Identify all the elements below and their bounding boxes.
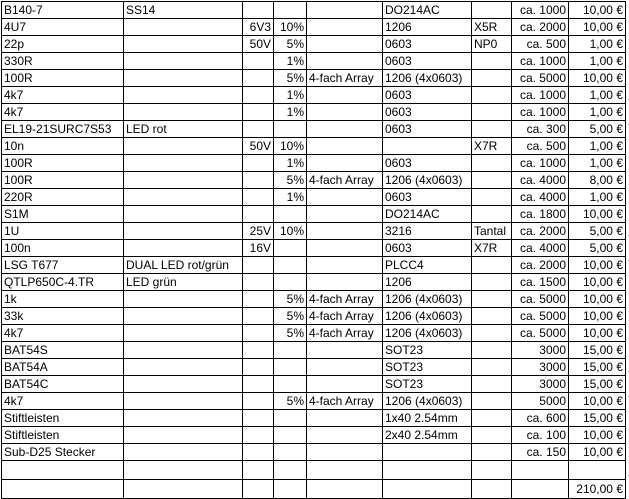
quantity-cell: ca. 4000	[512, 240, 569, 257]
price-cell: 10,00 €	[569, 2, 626, 19]
part-cell: 4k7	[2, 325, 124, 342]
table-row	[2, 87, 626, 104]
tolerance-cell	[274, 2, 307, 19]
part-cell: S1M	[2, 206, 124, 223]
package-cell: 0603	[383, 155, 472, 172]
package-cell: 1206 (4x0603)	[383, 308, 472, 325]
description-cell	[124, 104, 243, 121]
description-cell	[124, 138, 243, 155]
tolerance-cell	[274, 121, 307, 138]
table-row	[2, 342, 626, 359]
type-cell	[307, 206, 383, 223]
price-cell: 15,00 €	[569, 376, 626, 393]
voltage-cell	[243, 393, 274, 410]
package-cell: SOT23	[383, 359, 472, 376]
dielectric-cell: Tantal	[472, 223, 512, 240]
description-cell: SS14	[124, 2, 243, 19]
dielectric-cell	[472, 393, 512, 410]
empty-cell	[2, 461, 124, 480]
description-cell	[124, 87, 243, 104]
table-row	[2, 206, 626, 223]
table-row	[2, 410, 626, 427]
type-cell: 4-fach Array	[307, 291, 383, 308]
price-cell: 1,00 €	[569, 87, 626, 104]
part-cell: BAT54C	[2, 376, 124, 393]
dielectric-cell: NP0	[472, 36, 512, 53]
voltage-cell	[243, 325, 274, 342]
quantity-cell: ca. 150	[512, 444, 569, 461]
description-cell	[124, 155, 243, 172]
description-cell: DUAL LED rot/grün	[124, 257, 243, 274]
voltage-cell	[243, 53, 274, 70]
package-cell: DO214AC	[383, 2, 472, 19]
voltage-cell	[243, 359, 274, 376]
package-cell: 0603	[383, 121, 472, 138]
table-row	[2, 189, 626, 206]
table-row	[2, 104, 626, 121]
table-row	[2, 155, 626, 172]
tolerance-cell: 1%	[274, 155, 307, 172]
part-cell: 100R	[2, 70, 124, 87]
package-cell: 1206	[383, 274, 472, 291]
tolerance-cell	[274, 206, 307, 223]
tolerance-cell: 1%	[274, 87, 307, 104]
package-cell: 0603	[383, 189, 472, 206]
voltage-cell	[243, 189, 274, 206]
part-cell: 330R	[2, 53, 124, 70]
price-cell: 10,00 €	[569, 444, 626, 461]
empty-cell	[472, 480, 512, 499]
table-row	[2, 325, 626, 342]
type-cell	[307, 121, 383, 138]
quantity-cell: ca. 4000	[512, 172, 569, 189]
parts-table	[1, 1, 626, 499]
description-cell	[124, 342, 243, 359]
tolerance-cell	[274, 342, 307, 359]
price-cell: 15,00 €	[569, 359, 626, 376]
dielectric-cell	[472, 444, 512, 461]
price-cell: 5,00 €	[569, 240, 626, 257]
package-cell: 3216	[383, 223, 472, 240]
type-cell	[307, 19, 383, 36]
voltage-cell	[243, 87, 274, 104]
voltage-cell	[243, 2, 274, 19]
part-cell: Stiftleisten	[2, 427, 124, 444]
table-row	[2, 257, 626, 274]
quantity-cell: ca. 300	[512, 121, 569, 138]
price-cell: 10,00 €	[569, 308, 626, 325]
voltage-cell: 50V	[243, 138, 274, 155]
description-cell	[124, 291, 243, 308]
package-cell: DO214AC	[383, 206, 472, 223]
description-cell	[124, 359, 243, 376]
description-cell	[124, 223, 243, 240]
voltage-cell	[243, 257, 274, 274]
type-cell	[307, 138, 383, 155]
voltage-cell: 6V3	[243, 19, 274, 36]
price-cell: 1,00 €	[569, 138, 626, 155]
dielectric-cell	[472, 104, 512, 121]
package-cell	[383, 444, 472, 461]
type-cell: 4-fach Array	[307, 172, 383, 189]
type-cell: 4-fach Array	[307, 70, 383, 87]
empty-cell	[124, 480, 243, 499]
voltage-cell: 16V	[243, 240, 274, 257]
type-cell	[307, 104, 383, 121]
total-price-cell: 210,00 €	[569, 480, 626, 499]
price-cell: 10,00 €	[569, 206, 626, 223]
voltage-cell	[243, 376, 274, 393]
quantity-cell: ca. 4000	[512, 189, 569, 206]
type-cell	[307, 240, 383, 257]
description-cell	[124, 206, 243, 223]
package-cell: 0603	[383, 36, 472, 53]
voltage-cell	[243, 121, 274, 138]
type-cell	[307, 257, 383, 274]
dielectric-cell	[472, 342, 512, 359]
quantity-cell: ca. 5000	[512, 291, 569, 308]
package-cell: 0603	[383, 104, 472, 121]
tolerance-cell	[274, 257, 307, 274]
part-cell: 100R	[2, 155, 124, 172]
table-row	[2, 121, 626, 138]
dielectric-cell: X7R	[472, 240, 512, 257]
dielectric-cell	[472, 206, 512, 223]
dielectric-cell	[472, 291, 512, 308]
table-row	[2, 36, 626, 53]
tolerance-cell: 5%	[274, 325, 307, 342]
empty-row	[2, 461, 626, 480]
description-cell	[124, 36, 243, 53]
empty-cell	[512, 461, 569, 480]
description-cell	[124, 444, 243, 461]
dielectric-cell: X7R	[472, 138, 512, 155]
dielectric-cell	[472, 376, 512, 393]
price-cell: 1,00 €	[569, 104, 626, 121]
tolerance-cell: 5%	[274, 393, 307, 410]
dielectric-cell	[472, 70, 512, 87]
tolerance-cell	[274, 274, 307, 291]
part-cell: 22p	[2, 36, 124, 53]
tolerance-cell: 5%	[274, 291, 307, 308]
package-cell: PLCC4	[383, 257, 472, 274]
quantity-cell: ca. 1000	[512, 53, 569, 70]
dielectric-cell	[472, 53, 512, 70]
quantity-cell: ca. 5000	[512, 325, 569, 342]
quantity-cell: ca. 1000	[512, 2, 569, 19]
price-cell: 15,00 €	[569, 342, 626, 359]
description-cell	[124, 189, 243, 206]
tolerance-cell: 1%	[274, 53, 307, 70]
dielectric-cell	[472, 172, 512, 189]
package-cell: 1206 (4x0603)	[383, 393, 472, 410]
part-cell: 100n	[2, 240, 124, 257]
part-cell: 1k	[2, 291, 124, 308]
price-cell: 1,00 €	[569, 36, 626, 53]
price-cell: 10,00 €	[569, 325, 626, 342]
tolerance-cell: 10%	[274, 19, 307, 36]
table-row	[2, 70, 626, 87]
dielectric-cell	[472, 2, 512, 19]
price-cell: 5,00 €	[569, 223, 626, 240]
part-cell: B140-7	[2, 2, 124, 19]
quantity-cell: ca. 600	[512, 410, 569, 427]
package-cell: 1206	[383, 19, 472, 36]
dielectric-cell: X5R	[472, 19, 512, 36]
table-row	[2, 223, 626, 240]
part-cell: 4U7	[2, 19, 124, 36]
tolerance-cell	[274, 376, 307, 393]
price-cell: 10,00 €	[569, 274, 626, 291]
quantity-cell: ca. 1000	[512, 87, 569, 104]
empty-cell	[569, 461, 626, 480]
table-row	[2, 2, 626, 19]
tolerance-cell: 5%	[274, 308, 307, 325]
description-cell: LED rot	[124, 121, 243, 138]
quantity-cell: ca. 1000	[512, 104, 569, 121]
voltage-cell	[243, 427, 274, 444]
empty-cell	[307, 461, 383, 480]
quantity-cell: 3000	[512, 342, 569, 359]
package-cell: SOT23	[383, 376, 472, 393]
quantity-cell: ca. 1500	[512, 274, 569, 291]
empty-cell	[124, 461, 243, 480]
table-row	[2, 172, 626, 189]
voltage-cell	[243, 274, 274, 291]
description-cell	[124, 172, 243, 189]
package-cell: 1x40 2.54mm	[383, 410, 472, 427]
package-cell: 0603	[383, 53, 472, 70]
empty-cell	[243, 480, 274, 499]
empty-cell	[274, 480, 307, 499]
description-cell	[124, 70, 243, 87]
dielectric-cell	[472, 410, 512, 427]
quantity-cell: ca. 5000	[512, 308, 569, 325]
part-cell: 1U	[2, 223, 124, 240]
part-cell: 10n	[2, 138, 124, 155]
description-cell	[124, 427, 243, 444]
dielectric-cell	[472, 359, 512, 376]
price-cell: 10,00 €	[569, 393, 626, 410]
quantity-cell: 5000	[512, 393, 569, 410]
empty-cell	[274, 461, 307, 480]
description-cell	[124, 19, 243, 36]
part-cell: 33k	[2, 308, 124, 325]
table-row	[2, 393, 626, 410]
price-cell: 10,00 €	[569, 70, 626, 87]
dielectric-cell	[472, 87, 512, 104]
package-cell: SOT23	[383, 342, 472, 359]
voltage-cell: 25V	[243, 223, 274, 240]
table-row	[2, 308, 626, 325]
price-cell: 10,00 €	[569, 19, 626, 36]
quantity-cell: ca. 500	[512, 36, 569, 53]
tolerance-cell	[274, 240, 307, 257]
package-cell: 0603	[383, 87, 472, 104]
part-cell: QTLP650C-4.TR	[2, 274, 124, 291]
tolerance-cell: 1%	[274, 189, 307, 206]
type-cell: 4-fach Array	[307, 325, 383, 342]
type-cell	[307, 376, 383, 393]
quantity-cell: ca. 2000	[512, 257, 569, 274]
dielectric-cell	[472, 189, 512, 206]
quantity-cell: ca. 5000	[512, 70, 569, 87]
part-cell: 220R	[2, 189, 124, 206]
voltage-cell	[243, 410, 274, 427]
table-row	[2, 444, 626, 461]
tolerance-cell: 5%	[274, 36, 307, 53]
part-cell: 4k7	[2, 87, 124, 104]
quantity-cell: ca. 2000	[512, 223, 569, 240]
table-row	[2, 291, 626, 308]
price-cell: 1,00 €	[569, 53, 626, 70]
voltage-cell	[243, 342, 274, 359]
tolerance-cell: 5%	[274, 70, 307, 87]
type-cell	[307, 155, 383, 172]
empty-cell	[2, 480, 124, 499]
tolerance-cell: 5%	[274, 172, 307, 189]
table-row	[2, 240, 626, 257]
description-cell	[124, 410, 243, 427]
voltage-cell	[243, 172, 274, 189]
parts-rows	[2, 2, 626, 499]
package-cell: 1206 (4x0603)	[383, 172, 472, 189]
table-row	[2, 359, 626, 376]
part-cell: EL19-21SURC7S53	[2, 121, 124, 138]
type-cell	[307, 274, 383, 291]
dielectric-cell	[472, 257, 512, 274]
voltage-cell	[243, 444, 274, 461]
type-cell	[307, 444, 383, 461]
part-cell: BAT54S	[2, 342, 124, 359]
quantity-cell: ca. 500	[512, 138, 569, 155]
price-cell: 10,00 €	[569, 291, 626, 308]
empty-cell	[472, 461, 512, 480]
empty-cell	[243, 461, 274, 480]
type-cell	[307, 53, 383, 70]
tolerance-cell: 1%	[274, 104, 307, 121]
quantity-cell: ca. 2000	[512, 19, 569, 36]
voltage-cell	[243, 308, 274, 325]
voltage-cell	[243, 70, 274, 87]
part-cell: 4k7	[2, 393, 124, 410]
empty-cell	[383, 461, 472, 480]
quantity-cell: ca. 100	[512, 427, 569, 444]
table-row	[2, 138, 626, 155]
description-cell	[124, 376, 243, 393]
empty-cell	[307, 480, 383, 499]
type-cell	[307, 189, 383, 206]
quantity-cell: ca. 1800	[512, 206, 569, 223]
description-cell	[124, 325, 243, 342]
part-cell: 100R	[2, 172, 124, 189]
voltage-cell: 50V	[243, 36, 274, 53]
quantity-cell: ca. 1000	[512, 155, 569, 172]
empty-cell	[512, 480, 569, 499]
tolerance-cell: 10%	[274, 138, 307, 155]
part-cell: Stiftleisten	[2, 410, 124, 427]
table-row	[2, 376, 626, 393]
type-cell	[307, 342, 383, 359]
dielectric-cell	[472, 121, 512, 138]
description-cell	[124, 53, 243, 70]
price-cell: 5,00 €	[569, 121, 626, 138]
type-cell: 4-fach Array	[307, 393, 383, 410]
price-cell: 1,00 €	[569, 189, 626, 206]
description-cell	[124, 240, 243, 257]
total-row	[2, 480, 626, 499]
type-cell	[307, 427, 383, 444]
type-cell	[307, 410, 383, 427]
package-cell: 0603	[383, 240, 472, 257]
table-row	[2, 53, 626, 70]
dielectric-cell	[472, 427, 512, 444]
package-cell: 1206 (4x0603)	[383, 70, 472, 87]
tolerance-cell	[274, 427, 307, 444]
voltage-cell	[243, 206, 274, 223]
dielectric-cell	[472, 155, 512, 172]
price-cell: 10,00 €	[569, 257, 626, 274]
package-cell: 1206 (4x0603)	[383, 325, 472, 342]
dielectric-cell	[472, 274, 512, 291]
table-row	[2, 19, 626, 36]
voltage-cell	[243, 291, 274, 308]
dielectric-cell	[472, 325, 512, 342]
quantity-cell: 3000	[512, 359, 569, 376]
description-cell	[124, 308, 243, 325]
tolerance-cell	[274, 359, 307, 376]
tolerance-cell: 10%	[274, 223, 307, 240]
quantity-cell: 3000	[512, 376, 569, 393]
part-cell: 4k7	[2, 104, 124, 121]
price-cell: 8,00 €	[569, 172, 626, 189]
dielectric-cell	[472, 308, 512, 325]
part-cell: Sub-D25 Stecker	[2, 444, 124, 461]
type-cell: 4-fach Array	[307, 308, 383, 325]
table-row	[2, 427, 626, 444]
price-cell: 10,00 €	[569, 427, 626, 444]
part-cell: BAT54A	[2, 359, 124, 376]
description-cell: LED grün	[124, 274, 243, 291]
type-cell	[307, 87, 383, 104]
type-cell	[307, 359, 383, 376]
price-cell: 15,00 €	[569, 410, 626, 427]
tolerance-cell	[274, 410, 307, 427]
type-cell	[307, 2, 383, 19]
voltage-cell	[243, 104, 274, 121]
type-cell	[307, 36, 383, 53]
voltage-cell	[243, 155, 274, 172]
price-cell: 1,00 €	[569, 155, 626, 172]
table-row	[2, 274, 626, 291]
description-cell	[124, 393, 243, 410]
package-cell: 2x40 2.54mm	[383, 427, 472, 444]
package-cell: 1206 (4x0603)	[383, 291, 472, 308]
empty-cell	[383, 480, 472, 499]
tolerance-cell	[274, 444, 307, 461]
type-cell	[307, 223, 383, 240]
package-cell	[383, 138, 472, 155]
part-cell: LSG T677	[2, 257, 124, 274]
